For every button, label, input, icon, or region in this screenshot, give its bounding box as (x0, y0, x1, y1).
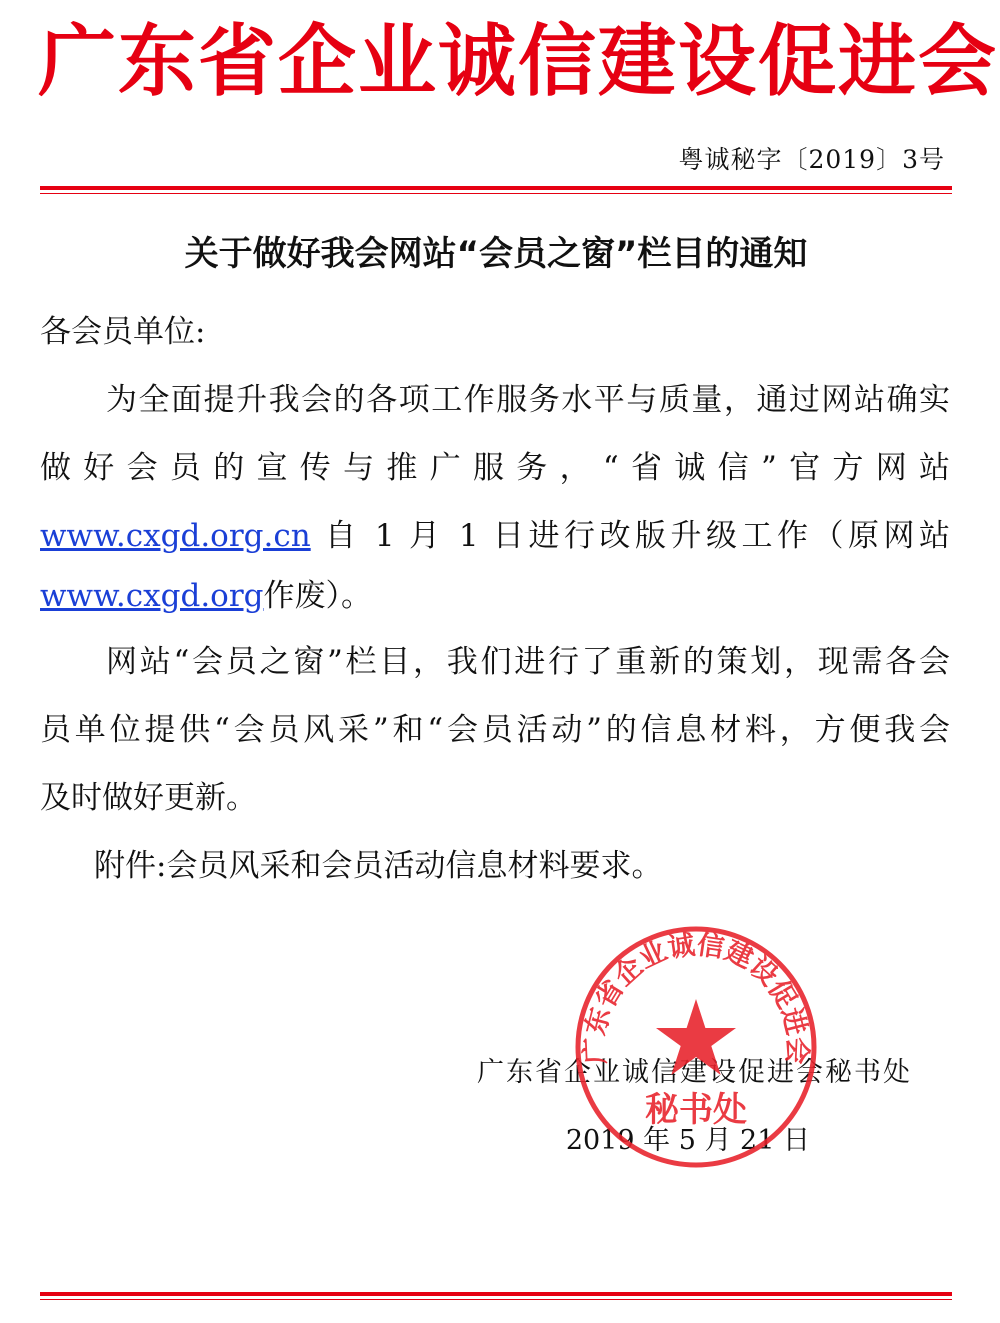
official-seal (572, 923, 820, 1171)
para2-line2: 员单位提供“会员风采”和“会员活动”的信息材料，方便我会 (40, 712, 950, 748)
notice-title: 关于做好我会网站“会员之窗”栏目的通知 (184, 234, 808, 274)
para2-line1: 网站“会员之窗”栏目，我们进行了重新的策划，现需各会 (106, 644, 950, 680)
para1-line3 (40, 502, 950, 570)
attachment-note: 附件:会员风采和会员活动信息材料要求。 (94, 848, 663, 884)
seal-star-icon (656, 999, 736, 1075)
header-rule-thick (40, 186, 952, 190)
org-header-title: 广东省企业诚信建设促进会 (38, 17, 999, 107)
para1-line4 (40, 562, 950, 630)
new-website-link[interactable]: www.cxgd.org.cn (40, 518, 311, 554)
para1-line1: 为全面提升我会的各项工作服务水平与质量，通过网站确实 (106, 382, 950, 418)
para1-line2: 做好会员的宣传与推广服务，“省诚信”官方网站 (40, 450, 950, 486)
seal-center-text: 秘书处 (645, 1090, 747, 1130)
seal-ring-text: 广东省企业诚信建设促进会 (579, 929, 813, 1065)
salutation: 各会员单位: (40, 314, 206, 350)
document-number: 粤诚秘字〔2019〕3号 (678, 145, 945, 174)
para1-line4-text: 作废）。 (263, 578, 372, 614)
issuer-signature: 广东省企业诚信建设促进会秘书处 (477, 1057, 912, 1088)
para1-line3-text: 自 1 月 1 日进行改版升级工作（原网站 (325, 518, 950, 554)
header-rule-thin (40, 193, 952, 194)
para2-line3: 及时做好更新。 (40, 780, 257, 816)
issue-date: 2019 年 5 月 21 日 (565, 1125, 810, 1156)
footer-rule-thin (40, 1299, 952, 1300)
old-website-link[interactable]: www.cxgd.org (40, 578, 264, 614)
footer-rule-thick (40, 1292, 952, 1296)
